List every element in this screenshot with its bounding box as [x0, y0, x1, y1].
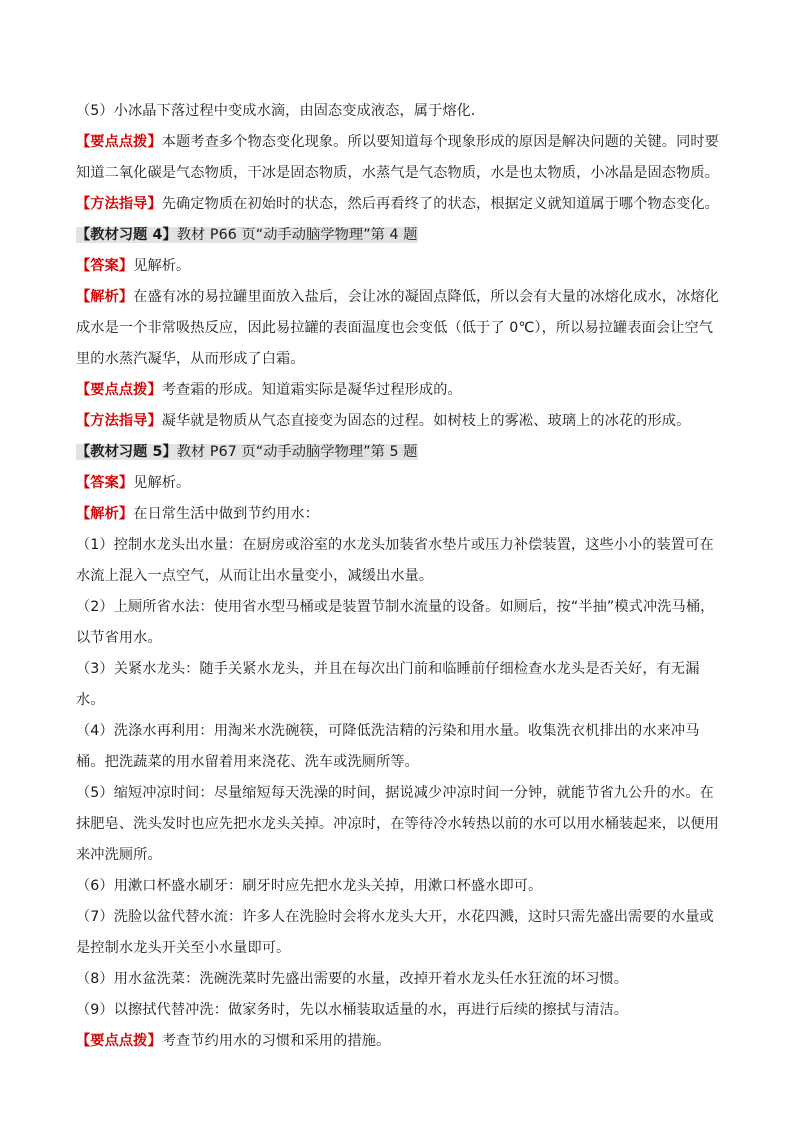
exercise-5-key-point: 【要点点拨】考查节约用水的习惯和采用的措施。: [76, 1033, 391, 1049]
key-point-tag: 【要点点拨】: [76, 134, 162, 150]
list-item: （4）洗涤水再利用：用淘米水洗碗筷，可降低洗洁精的污染和用水量。收集洗衣机排出的水来冲马桶。把洗蔬菜的用水留着用来浇花、洗车或洗厕所等。: [76, 723, 700, 770]
exercise-4-ref: 教材 P66 页“动手动脑学物理”第 4 题: [176, 227, 418, 243]
analysis-tag: 【解析】: [76, 289, 134, 305]
key-point-paragraph: 【要点点拨】本题考查多个物态变化现象。所以要知道每个现象形成的原因是解决问题的关键。同时要知道二氧化碳是气态物质，干冰是固态物质，水蒸气是气态物质，水是也太物质，小冰晶是固态物质。: [76, 134, 719, 181]
exercise-4-key-point: 【要点点拨】考查霜的形成。知道霜实际是凝华过程形成的。: [76, 382, 462, 398]
exercise-5-label: 【教材习题 5】: [76, 444, 177, 460]
key-point-tag: 【要点点拨】: [76, 1033, 162, 1049]
exercise-5-answer: 【答案】见解析。: [76, 475, 191, 491]
answer-tag: 【答案】: [76, 475, 134, 491]
method-guide-paragraph: 【方法指导】先确定物质在初始时的状态，然后再看终了的状态，根据定义就知道属于哪个物态变化。: [76, 196, 719, 212]
list-item: （9）以擦拭代替冲洗：做家务时，先以水桶装取适量的水，再进行后续的擦拭与清洁。: [76, 1002, 629, 1018]
exercise-4-analysis: 【解析】在盛有冰的易拉罐里面放入盐后，会让冰的凝固点降低，所以会有大量的冰熔化成水，冰熔化成水是一个非常吸热反应，因此易拉罐的表面温度也会变低（低于了 0℃），所以易拉罐表面会让空气里的水蒸汽凝华，从而形成了白霜。: [76, 289, 719, 367]
paragraph-item-5-melting: （5）小冰晶下落过程中变成水滴，由固态变成液态，属于熔化．: [76, 103, 486, 119]
exercise-5-ref: 教材 P67 页“动手动脑学物理”第 5 题: [176, 444, 418, 460]
key-point-tag: 【要点点拨】: [76, 382, 162, 398]
exercise-4-label: 【教材习题 4】: [76, 227, 177, 243]
exercise-5-heading: [76, 437, 724, 468]
exercise-4-method: 【方法指导】凝华就是物质从气态直接变为固态的过程。如树枝上的雾凇、玻璃上的冰花的形成。: [76, 413, 691, 429]
method-guide-tag: 【方法指导】: [76, 413, 162, 429]
answer-tag: 【答案】: [76, 258, 134, 274]
exercise-4-heading: [76, 220, 724, 251]
method-guide-tag: 【方法指导】: [76, 196, 162, 212]
document-body: [76, 96, 724, 1057]
exercise-5-analysis: 【解析】在日常生活中做到节约用水：: [76, 506, 319, 522]
list-item: （2）上厕所省水法：使用省水型马桶或是装置节制水流量的设备。如厕后，按“半抽”模式冲洗马桶，以节省用水。: [76, 599, 715, 646]
list-item: （8）用水盆洗菜：洗碗洗菜时先盛出需要的水量，改掉开着水龙头任水狂流的坏习惯。: [76, 971, 629, 987]
list-item: （7）洗脸以盆代替水流：许多人在洗脸时会将水龙头大开，水花四溅，这时只需先盛出需要的水量或是控制水龙头开关至小水量即可。: [76, 909, 714, 956]
list-item: （3）关紧水龙头：随手关紧水龙头，并且在每次出门前和临睡前仔细检查水龙头是否关好，有无漏水。: [76, 661, 700, 708]
list-item: （6）用漱口杯盛水刷牙：刷牙时应先把水龙头关掉，用漱口杯盛水即可。: [76, 878, 543, 894]
analysis-tag: 【解析】: [76, 506, 134, 522]
list-item: （1）控制水龙头出水量：在厨房或浴室的水龙头加装省水垫片或压力补偿装置，这些小小的装置可在水流上混入一点空气，从而让出水量变小，减缓出水量。: [76, 537, 714, 584]
list-item: （5）缩短冲凉时间：尽量缩短每天洗澡的时间，据说减少冲凉时间一分钟，就能节省九公升的水。在抹肥皂、洗头发时也应先把水龙头关掉。冲凉时，在等待冷水转热以前的水可以用水桶装起来，以便用来冲洗厕所。: [76, 785, 719, 863]
exercise-4-answer: 【答案】见解析。: [76, 258, 191, 274]
